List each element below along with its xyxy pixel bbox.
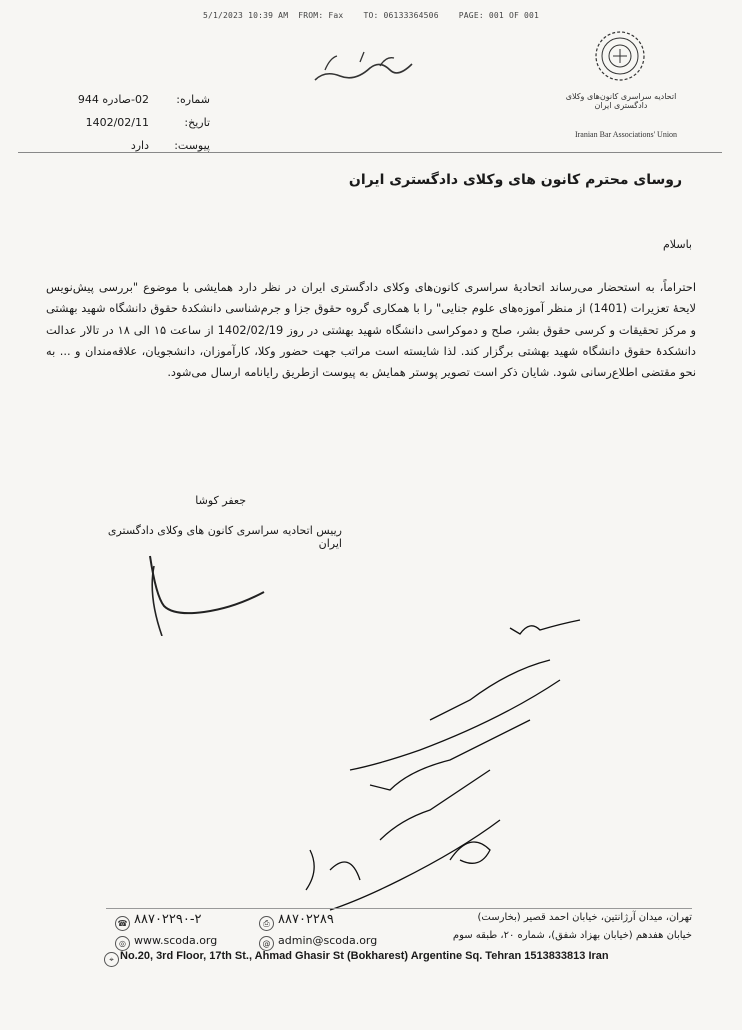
header-divider <box>18 152 722 153</box>
logo-name-fa: اتحادیه سراسری کانون‌های وکلای دادگستری ایران <box>565 92 677 110</box>
attachment-label: پیوست: <box>174 139 210 152</box>
footer-website[interactable]: www.scoda.org <box>134 934 218 947</box>
fax-icon: ⎙ <box>259 916 274 931</box>
footer-phone-1: ۸۸۷۰۲۲۹۰-۲ <box>134 912 202 927</box>
footer-email[interactable]: admin@scoda.org <box>278 934 378 947</box>
footer-address-fa-1: تهران، میدان آرژانتین، خیابان احمد قصیر (بخارست) <box>477 912 692 923</box>
location-icon: ⌖ <box>104 952 119 967</box>
bar-association-seal-icon <box>594 30 646 82</box>
logo-name-en: Iranian Bar Associations' Union <box>574 130 678 139</box>
greeting: باسلام <box>662 238 692 251</box>
signer-title: رییس اتحادیه سراسری کانون های وکلای دادگستری ایران <box>107 524 342 550</box>
email-icon: @ <box>259 936 274 951</box>
date-label: تاریخ: <box>184 116 210 129</box>
signature-icon <box>130 546 270 636</box>
bismillah-calligraphy-icon <box>300 40 430 100</box>
letter-body: احتراماً، به استحضار می‌رساند اتحادیهٔ سراسری کانون‌های وکلای دادگستری ایران در نظر دارد همایشی با موضوع "بررسی پیش‌نویس لایحهٔ تعزیرات (1401) از منظر آموزه‌های علوم جنایی" را با همکاری گروه حقوق جزا و جرم‌شناسی دانشکدهٔ حقوق دانشگاه شهید بهشتی و مرکز تحقیقات و کرسی حقوق بشر، صلح و دموکراسی دانشگاه شهید بهشتی در روز 1402/02/19 از ساعت ۱۵ الی ۱۸ در تالار عدالت دانشکدهٔ حقوق دانشگاه شهید بهشتی برگزار کند. لذا شایسته است مراتب جهت حضور وکلا، کارآموزان، دانشجویان، علاقه‌مندان و ... به نحو مقتضی اطلاع‌رسانی شود. شایان ذکر است تصویر پوستر همایش به پیوست ازطریق رایانامه ارسال می‌شود. <box>46 280 697 380</box>
footer-phone-2: ۸۸۷۰۲۲۸۹ <box>278 912 334 927</box>
web-icon: ◎ <box>115 936 130 951</box>
phone-icon: ☎ <box>115 916 130 931</box>
addressee: روسای محترم کانون های وکلای دادگستری ایران <box>348 172 682 188</box>
letter-meta <box>50 88 210 157</box>
footer-address-en: No.20, 3rd Floor, 17th St., Ahmad Ghasir St (Bokharest) Argentine Sq. Tehran 1513833813 Iran <box>120 950 609 962</box>
fax-header: 5/1/2023 10:39 AM FROM: Fax TO: 06133364506 PAGE: 001 OF 001 <box>202 11 540 20</box>
signer-name: جعفر کوشا <box>195 494 246 507</box>
attachment-value: دارد <box>130 139 149 152</box>
date-value: 1402/02/11 <box>85 116 149 129</box>
handwritten-annotation-icon <box>250 600 610 940</box>
number-value: 02-صادره 944 <box>77 93 149 106</box>
footer-address-fa-2: خیابان هفدهم (خیابان بهزاد شفق)، شماره ۲۰، طبقه سوم <box>452 930 692 941</box>
number-label: شماره: <box>176 93 210 106</box>
